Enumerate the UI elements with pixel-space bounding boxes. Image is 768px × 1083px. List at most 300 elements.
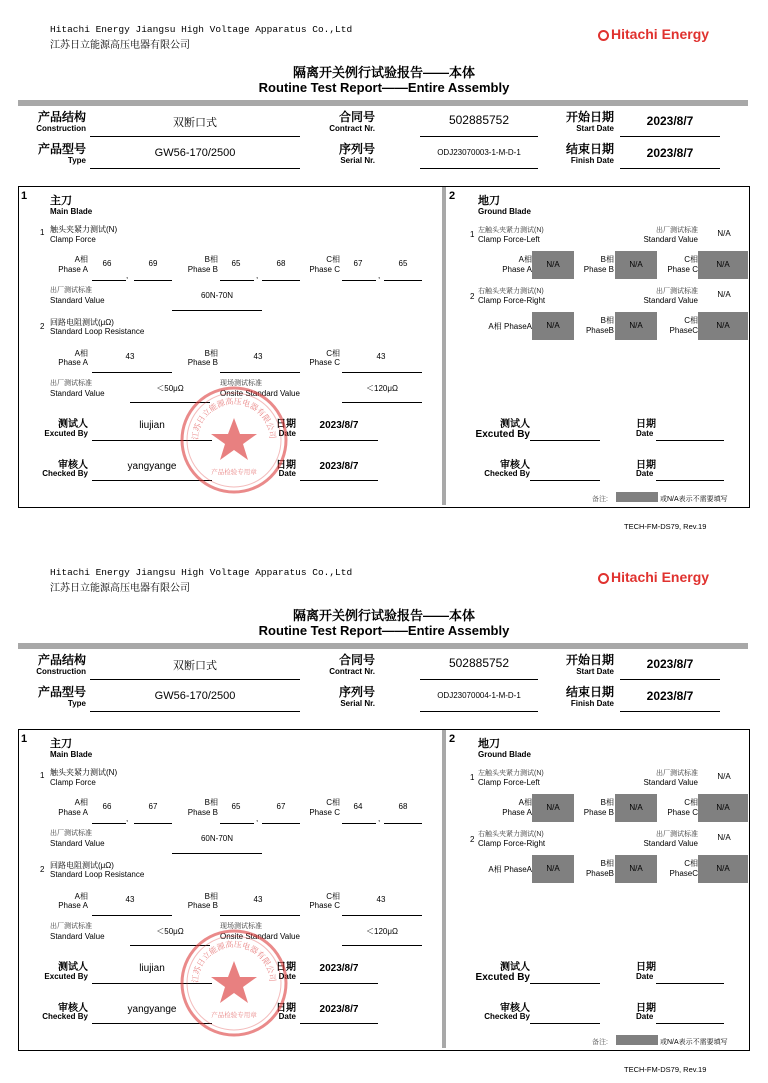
construction-label-cn: 产品结构 <box>37 110 86 124</box>
contract-value: 502885752 <box>448 656 510 670</box>
loop-phase-b-cn: B相 <box>204 892 218 901</box>
clamp-c1-underline <box>342 823 376 824</box>
main-blade-cn: 主刀 <box>50 195 72 207</box>
clamp-b-comma: , <box>256 271 259 280</box>
clamp-right-number: 2 <box>470 292 475 301</box>
gb-tester-underline <box>530 983 600 984</box>
contract-label-en: Contract Nr. <box>329 124 375 133</box>
serial-label-cn: 序列号 <box>338 685 375 699</box>
gr-phase-c-cn: C相 <box>684 859 698 868</box>
ground-std-label-cn: 出厂测试标准 <box>656 227 698 234</box>
tester-date-label-cn: 日期 <box>276 419 296 430</box>
gr-phase-b-en: PhaseB <box>585 326 614 335</box>
gl-phase-c-en: Phase C <box>667 808 698 817</box>
gb-checker-date-label-en: Date <box>636 469 654 478</box>
loop-b-value: 43 <box>253 352 263 361</box>
clamp-label-cn: 触头夹紧力测试(N) <box>50 768 118 777</box>
clamp-phase-b-cn: B相 <box>204 798 218 807</box>
gl-phase-a-en: Phase A <box>502 808 532 817</box>
clamp-left-label-en: Clamp Force-Left <box>478 235 540 244</box>
company-name-cn: 江苏日立能源高压电器有限公司 <box>50 40 190 51</box>
construction-label-cn: 产品结构 <box>37 653 86 667</box>
stamp-outer-text: 江苏日立能源高压电器有限公司 <box>190 939 278 984</box>
clamp-phase-c-en: Phase C <box>309 808 340 817</box>
ground-blade-en: Ground Blade <box>478 207 531 216</box>
gl-phase-b-cn: B相 <box>600 255 614 264</box>
clamp-b2-value: 67 <box>276 802 286 811</box>
type-label-cn: 产品型号 <box>37 142 86 156</box>
report-sheet-1 <box>0 0 768 540</box>
clamp-std-underline <box>172 310 262 311</box>
section-divider <box>442 187 446 505</box>
ground-blade-number: 2 <box>449 190 456 202</box>
clamp-left-label-cn: 左触头夹紧力测试(N) <box>478 770 544 777</box>
gl-phase-b-en: Phase B <box>583 265 614 274</box>
construction-underline <box>90 679 300 680</box>
serial-label-en: Serial Nr. <box>340 699 375 708</box>
clamp-phase-c-cn: C相 <box>326 255 340 264</box>
title-cn: 隔离开关例行试验报告——本体 <box>292 608 475 623</box>
checker-value: yangyange <box>127 1004 177 1015</box>
type-underline <box>90 168 300 169</box>
loop-onsite-underline <box>342 945 422 946</box>
contract-underline <box>420 136 538 137</box>
gb-tester-date-underline <box>656 983 724 984</box>
serial-underline <box>420 711 538 712</box>
gl-phase-c-en: Phase C <box>667 265 698 274</box>
loop-a-underline <box>92 372 172 373</box>
construction-value: 双断口式 <box>173 660 217 672</box>
gl-phase-a-cn: A相 <box>518 255 532 264</box>
loop-a-value: 43 <box>125 895 135 904</box>
gl-phase-c-value: N/A <box>698 251 748 279</box>
loop-onsite-label-en: Onsite Standard Value <box>220 389 300 398</box>
checker-date-underline <box>300 480 378 481</box>
construction-value: 双断口式 <box>173 117 217 129</box>
start-label-cn: 开始日期 <box>565 110 614 124</box>
clamp-phase-b-en: Phase B <box>187 808 218 817</box>
header-divider <box>18 100 748 106</box>
checker-date-label-en: Date <box>278 1012 296 1021</box>
clamp-b-comma: , <box>256 814 259 823</box>
clamp-left-label-cn: 左触头夹紧力测试(N) <box>478 227 544 234</box>
note-label: 备注: <box>592 496 608 503</box>
type-label-en: Type <box>67 699 86 708</box>
loop-b-underline <box>220 915 300 916</box>
loop-phase-b-en: Phase B <box>187 358 218 367</box>
tester-label-en: Excuted By <box>44 429 88 438</box>
company-name-en: Hitachi Energy Jiangsu High Voltage Apparatus Co.,Ltd <box>50 567 353 578</box>
loop-std-value: ＜50μΩ <box>156 927 184 936</box>
loop-c-value: 43 <box>376 895 386 904</box>
start-date-underline <box>620 136 720 137</box>
serial-label-en: Serial Nr. <box>340 156 375 165</box>
clamp-a2-underline <box>134 823 172 824</box>
clamp-c-comma: , <box>378 814 381 823</box>
finish-label-en: Finish Date <box>570 699 614 708</box>
hitachi-logo <box>598 569 709 585</box>
section-divider <box>442 730 446 1048</box>
contract-label-en: Contract Nr. <box>329 667 375 676</box>
construction-label-en: Construction <box>36 667 86 676</box>
clamp-std-value: 60N-70N <box>200 834 233 843</box>
stamp-inner-text: 产品检验专用章 <box>211 468 257 476</box>
checker-date-value: 2023/8/7 <box>319 461 359 472</box>
title-en: Routine Test Report——Entire Assembly <box>258 80 510 95</box>
construction-underline <box>90 136 300 137</box>
gr-phase-a-label: A相 PhaseA <box>488 322 532 331</box>
gr-phase-c-en: PhaseC <box>669 869 698 878</box>
tester-date-label-cn: 日期 <box>276 962 296 973</box>
gb-checker-underline <box>530 480 600 481</box>
clamp-left-number: 1 <box>470 773 475 782</box>
loop-onsite-label-cn: 现场测试标准 <box>220 380 262 387</box>
note-gray-swatch <box>616 492 658 502</box>
type-label-cn: 产品型号 <box>37 685 86 699</box>
loop-label-cn: 回路电阻测试(μΩ) <box>50 861 114 870</box>
tester-date-label-en: Date <box>278 429 296 438</box>
tester-date-value: 2023/8/7 <box>319 963 359 974</box>
loop-c-underline <box>342 372 422 373</box>
title-cn: 隔离开关例行试验报告——本体 <box>292 65 475 80</box>
loop-number: 2 <box>40 322 45 331</box>
gl-phase-a-cn: A相 <box>518 798 532 807</box>
loop-phase-a-en: Phase A <box>58 901 88 910</box>
gl-phase-c-value: N/A <box>698 794 748 822</box>
clamp-c2-value: 65 <box>398 259 408 268</box>
clamp-phase-a-cn: A相 <box>74 255 88 264</box>
gr-phase-a-value: N/A <box>532 312 574 340</box>
clamp-a2-value: 67 <box>148 802 158 811</box>
gr-phase-a-value: N/A <box>532 855 574 883</box>
clamp-a-comma: , <box>126 814 129 823</box>
contract-underline <box>420 679 538 680</box>
start-label-cn: 开始日期 <box>565 653 614 667</box>
ground-std-label-en: Standard Value <box>643 778 698 787</box>
tester-date-underline <box>300 440 378 441</box>
gr-phase-b-cn: B相 <box>600 859 614 868</box>
finish-date-underline <box>620 168 720 169</box>
contract-label-cn: 合同号 <box>338 653 375 667</box>
clamp-c1-value: 67 <box>353 259 363 268</box>
gb-tester-label-en: Excuted By <box>475 972 530 983</box>
logo-text: Hitachi Energy <box>611 569 710 585</box>
title-en: Routine Test Report——Entire Assembly <box>258 623 510 638</box>
checker-label-en: Checked By <box>42 469 88 478</box>
loop-std-label-cn: 出厂测试标准 <box>50 380 92 387</box>
form-number: TECH-FM-DS79, Rev.19 <box>624 522 707 531</box>
clamp-a1-underline <box>92 823 126 824</box>
clamp-c1-underline <box>342 280 376 281</box>
clamp-left-label-en: Clamp Force-Left <box>478 778 540 787</box>
tester-value: liujian <box>139 963 165 974</box>
loop-onsite-value: ＜120μΩ <box>366 927 398 936</box>
note-text: 或N/A表示不需要填写 <box>660 1039 728 1046</box>
report-sheet-2 <box>0 543 768 1083</box>
ground-blade-en: Ground Blade <box>478 750 531 759</box>
type-value: GW56-170/2500 <box>154 147 236 159</box>
checker-date-label-en: Date <box>278 469 296 478</box>
clamp-number: 1 <box>40 228 45 237</box>
tester-date-value: 2023/8/7 <box>319 420 359 431</box>
main-blade-en: Main Blade <box>50 750 93 759</box>
main-blade-number: 1 <box>21 733 28 745</box>
clamp-b2-underline <box>262 280 300 281</box>
loop-label-en: Standard Loop Resistance <box>50 327 145 336</box>
loop-onsite-value: ＜120μΩ <box>366 384 398 393</box>
contract-value: 502885752 <box>448 113 510 127</box>
ground-std-right-label-cn: 出厂测试标准 <box>656 288 698 295</box>
note-text: 或N/A表示不需要填写 <box>660 496 728 503</box>
logo-ring-icon <box>598 573 609 584</box>
note-gray-swatch <box>616 1035 658 1045</box>
clamp-b1-underline <box>220 280 254 281</box>
clamp-std-underline <box>172 853 262 854</box>
serial-value: ODJ23070004-1-M-D-1 <box>437 691 521 700</box>
loop-b-underline <box>220 372 300 373</box>
loop-phase-c-en: Phase C <box>309 358 340 367</box>
clamp-label-en: Clamp Force <box>50 778 96 787</box>
tester-label-cn: 测试人 <box>58 962 88 973</box>
loop-a-underline <box>92 915 172 916</box>
stamp-outer-text: 江苏日立能源高压电器有限公司 <box>190 396 278 441</box>
gb-checker-date-label-cn: 日期 <box>636 1003 656 1014</box>
loop-phase-a-cn: A相 <box>74 349 88 358</box>
clamp-a1-underline <box>92 280 126 281</box>
clamp-a1-value: 66 <box>102 259 112 268</box>
serial-label-cn: 序列号 <box>338 142 375 156</box>
clamp-label-cn: 触头夹紧力测试(N) <box>50 225 118 234</box>
loop-phase-b-cn: B相 <box>204 349 218 358</box>
gb-tester-label-cn: 测试人 <box>500 962 530 973</box>
gl-phase-b-en: Phase B <box>583 808 614 817</box>
ground-std-right-label-cn: 出厂测试标准 <box>656 831 698 838</box>
ground-blade-cn: 地刀 <box>478 738 500 750</box>
finish-label-cn: 结束日期 <box>565 685 614 699</box>
loop-phase-c-cn: C相 <box>326 892 340 901</box>
clamp-c2-value: 68 <box>398 802 408 811</box>
clamp-a2-value: 69 <box>148 259 158 268</box>
finish-date-underline <box>620 711 720 712</box>
clamp-std-label-en: Standard Value <box>50 296 105 305</box>
ground-std-label-en: Standard Value <box>643 235 698 244</box>
loop-std-label-en: Standard Value <box>50 932 105 941</box>
note-label: 备注: <box>592 1039 608 1046</box>
clamp-b1-underline <box>220 823 254 824</box>
loop-c-value: 43 <box>376 352 386 361</box>
main-blade-number: 1 <box>21 190 28 202</box>
clamp-a-comma: , <box>126 271 129 280</box>
loop-b-value: 43 <box>253 895 263 904</box>
gb-tester-date-label-en: Date <box>636 429 654 438</box>
gr-phase-b-value: N/A <box>615 312 657 340</box>
gr-phase-b-en: PhaseB <box>585 869 614 878</box>
gb-tester-date-label-en: Date <box>636 972 654 981</box>
ground-std-right-label-en: Standard Value <box>643 296 698 305</box>
ground-std-left-value: N/A <box>717 229 731 238</box>
main-blade-en: Main Blade <box>50 207 93 216</box>
clamp-phase-a-en: Phase A <box>58 808 88 817</box>
checker-date-label-cn: 日期 <box>276 460 296 471</box>
stamp-inner-text: 产品检验专用章 <box>211 1011 257 1019</box>
start-date-underline <box>620 679 720 680</box>
loop-phase-a-en: Phase A <box>58 358 88 367</box>
gr-phase-c-value: N/A <box>698 855 748 883</box>
clamp-right-label-en: Clamp Force-Right <box>478 839 546 848</box>
gr-phase-a-label: A相 PhaseA <box>488 865 532 874</box>
gb-tester-label-en: Excuted By <box>475 429 530 440</box>
loop-onsite-underline <box>342 402 422 403</box>
tester-label-en: Excuted By <box>44 972 88 981</box>
loop-label-en: Standard Loop Resistance <box>50 870 145 879</box>
clamp-phase-b-en: Phase B <box>187 265 218 274</box>
ground-std-right-label-en: Standard Value <box>643 839 698 848</box>
construction-label-en: Construction <box>36 124 86 133</box>
ground-std-right-value: N/A <box>717 833 731 842</box>
clamp-label-en: Clamp Force <box>50 235 96 244</box>
clamp-phase-a-en: Phase A <box>58 265 88 274</box>
clamp-c2-underline <box>384 823 422 824</box>
type-label-en: Type <box>67 156 86 165</box>
clamp-right-label-cn: 右触头夹紧力测试(N) <box>478 831 544 838</box>
header-divider <box>18 643 748 649</box>
hitachi-logo <box>598 26 709 42</box>
finish-date-value: 2023/8/7 <box>646 689 694 703</box>
loop-phase-b-en: Phase B <box>187 901 218 910</box>
gb-checker-date-label-cn: 日期 <box>636 460 656 471</box>
start-label-en: Start Date <box>576 124 614 133</box>
gb-tester-underline <box>530 440 600 441</box>
checker-date-label-cn: 日期 <box>276 1003 296 1014</box>
clamp-a1-value: 66 <box>102 802 112 811</box>
clamp-right-label-cn: 右触头夹紧力测试(N) <box>478 288 544 295</box>
clamp-std-label-cn: 出厂测试标准 <box>50 287 92 294</box>
finish-date-value: 2023/8/7 <box>646 146 694 160</box>
clamp-b1-value: 65 <box>231 259 241 268</box>
clamp-b1-value: 65 <box>231 802 241 811</box>
gb-tester-date-label-cn: 日期 <box>636 419 656 430</box>
clamp-std-label-en: Standard Value <box>50 839 105 848</box>
ground-std-right-value: N/A <box>717 290 731 299</box>
loop-phase-c-en: Phase C <box>309 901 340 910</box>
type-value: GW56-170/2500 <box>154 690 236 702</box>
gr-phase-b-cn: B相 <box>600 316 614 325</box>
clamp-a2-underline <box>134 280 172 281</box>
checker-label-cn: 审核人 <box>58 460 88 471</box>
clamp-phase-b-cn: B相 <box>204 255 218 264</box>
gl-phase-a-value: N/A <box>532 251 574 279</box>
company-name-cn: 江苏日立能源高压电器有限公司 <box>50 583 190 594</box>
gb-checker-label-en: Checked By <box>484 469 530 478</box>
loop-std-label-en: Standard Value <box>50 389 105 398</box>
tester-value: liujian <box>139 420 165 431</box>
type-underline <box>90 711 300 712</box>
ground-blade-number: 2 <box>449 733 456 745</box>
ground-std-label-cn: 出厂测试标准 <box>656 770 698 777</box>
gl-phase-b-cn: B相 <box>600 798 614 807</box>
gb-tester-label-cn: 测试人 <box>500 419 530 430</box>
clamp-phase-c-en: Phase C <box>309 265 340 274</box>
contract-label-cn: 合同号 <box>338 110 375 124</box>
tester-date-underline <box>300 983 378 984</box>
clamp-c-comma: , <box>378 271 381 280</box>
loop-phase-c-cn: C相 <box>326 349 340 358</box>
clamp-phase-a-cn: A相 <box>74 798 88 807</box>
inspection-stamp <box>176 382 292 498</box>
clamp-number: 1 <box>40 771 45 780</box>
loop-onsite-label-en: Onsite Standard Value <box>220 932 300 941</box>
logo-text: Hitachi Energy <box>611 26 710 42</box>
gl-phase-a-value: N/A <box>532 794 574 822</box>
finish-label-cn: 结束日期 <box>565 142 614 156</box>
gb-checker-label-en: Checked By <box>484 1012 530 1021</box>
gr-phase-b-value: N/A <box>615 855 657 883</box>
checker-date-value: 2023/8/7 <box>319 1004 359 1015</box>
clamp-right-number: 2 <box>470 835 475 844</box>
gb-checker-date-underline <box>656 480 724 481</box>
loop-phase-a-cn: A相 <box>74 892 88 901</box>
gr-phase-c-value: N/A <box>698 312 748 340</box>
clamp-right-label-en: Clamp Force-Right <box>478 296 546 305</box>
gl-phase-c-cn: C相 <box>684 255 698 264</box>
serial-underline <box>420 168 538 169</box>
clamp-left-number: 1 <box>470 230 475 239</box>
ground-blade-cn: 地刀 <box>478 195 500 207</box>
gr-phase-c-en: PhaseC <box>669 326 698 335</box>
checker-value: yangyange <box>127 461 177 472</box>
loop-label-cn: 回路电阻测试(μΩ) <box>50 318 114 327</box>
clamp-phase-c-cn: C相 <box>326 798 340 807</box>
gl-phase-a-en: Phase A <box>502 265 532 274</box>
start-date-value: 2023/8/7 <box>646 114 694 128</box>
company-name-en: Hitachi Energy Jiangsu High Voltage Apparatus Co.,Ltd <box>50 24 353 35</box>
clamp-std-value: 60N-70N <box>200 291 233 300</box>
gb-checker-label-cn: 审核人 <box>500 1003 530 1014</box>
gb-checker-label-cn: 审核人 <box>500 460 530 471</box>
loop-number: 2 <box>40 865 45 874</box>
clamp-c1-value: 64 <box>353 802 363 811</box>
gr-phase-c-cn: C相 <box>684 316 698 325</box>
tester-date-label-en: Date <box>278 972 296 981</box>
loop-onsite-label-cn: 现场测试标准 <box>220 923 262 930</box>
logo-ring-icon <box>598 30 609 41</box>
gl-phase-b-value: N/A <box>615 794 657 822</box>
tester-label-cn: 测试人 <box>58 419 88 430</box>
gb-checker-date-label-en: Date <box>636 1012 654 1021</box>
clamp-c2-underline <box>384 280 422 281</box>
clamp-std-label-cn: 出厂测试标准 <box>50 830 92 837</box>
loop-std-value: ＜50μΩ <box>156 384 184 393</box>
finish-label-en: Finish Date <box>570 156 614 165</box>
gb-tester-date-label-cn: 日期 <box>636 962 656 973</box>
loop-a-value: 43 <box>125 352 135 361</box>
form-number: TECH-FM-DS79, Rev.19 <box>624 1065 707 1074</box>
clamp-b2-underline <box>262 823 300 824</box>
ground-std-left-value: N/A <box>717 772 731 781</box>
gl-phase-c-cn: C相 <box>684 798 698 807</box>
start-label-en: Start Date <box>576 667 614 676</box>
gl-phase-b-value: N/A <box>615 251 657 279</box>
start-date-value: 2023/8/7 <box>646 657 694 671</box>
main-blade-cn: 主刀 <box>50 738 72 750</box>
checker-label-en: Checked By <box>42 1012 88 1021</box>
checker-label-cn: 审核人 <box>58 1003 88 1014</box>
loop-c-underline <box>342 915 422 916</box>
clamp-b2-value: 68 <box>276 259 286 268</box>
loop-std-label-cn: 出厂测试标准 <box>50 923 92 930</box>
gb-tester-date-underline <box>656 440 724 441</box>
serial-value: ODJ23070003-1-M-D-1 <box>437 148 521 157</box>
